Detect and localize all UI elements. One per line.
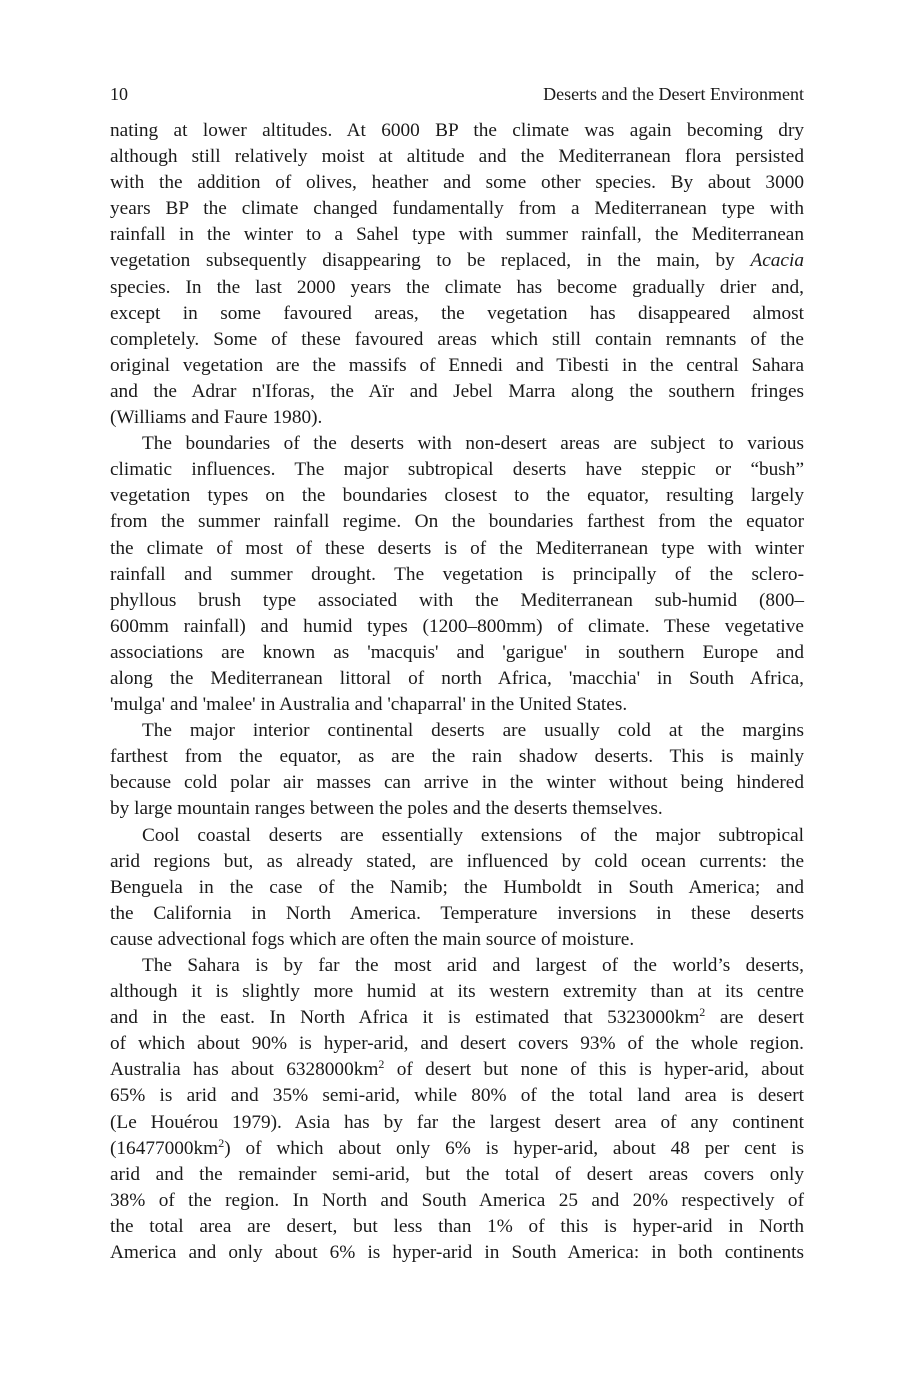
running-title: Deserts and the Desert Environment [543, 84, 804, 104]
text-line: arid and the remainder semi-arid, but the total of desert areas covers only [110, 1163, 804, 1185]
text-line: cause advectional fogs which are often the main source of moisture. [110, 928, 635, 950]
text-line: completely. Some of these favoured areas which still contain remnants of the [110, 328, 804, 350]
text-line: vegetation types on the boundaries closest to the equator, resulting largely [110, 485, 804, 507]
text-line: The Sahara is by far the most arid and largest of the world’s deserts, [142, 955, 804, 976]
text-line: (Williams and Faure 1980). [110, 407, 323, 429]
text-line: with the addition of olives, heather and some other species. By about 3000 [110, 172, 804, 194]
text-line: of which about 90% is hyper-arid, and desert covers 93% of the whole region. [110, 1033, 804, 1055]
text-line: The boundaries of the deserts with non-desert areas are subject to various [142, 433, 804, 455]
text-line: and the Adrar n'Iforas, the Aïr and Jebel Marra along the southern fringes [110, 380, 804, 402]
paragraph [110, 118, 804, 431]
text-line: associations are known as 'macquis' and 'garigue' in southern Europe and [110, 641, 804, 663]
text-line: phyllous brush type associated with the Mediterranean sub-humid (800– [110, 589, 804, 611]
page-header [110, 84, 804, 110]
paragraph [110, 953, 804, 1266]
text-line: 600mm rainfall) and humid types (1200–800mm) of climate. These vegetative [110, 615, 804, 637]
text-line: and in the east. In North Africa it is estimated that $5323000km^2$ are desert [110, 1005, 804, 1029]
text-line: (Le Houérou 1979). Asia has by far the largest desert area of any continent [110, 1111, 804, 1133]
text-line: Benguela in the case of the Namib; the Humboldt in South America; and [110, 876, 804, 898]
text-line: from the summer rainfall regime. On the boundaries farthest from the equator [110, 511, 804, 533]
body-text [110, 118, 804, 1266]
text-line: nating at lower altitudes. At 6000 BP the climate was again becoming dry [110, 120, 804, 141]
text-line: climatic influences. The major subtropical deserts have steppic or “bush” [110, 459, 804, 481]
paragraph [110, 823, 804, 953]
text-line: original vegetation are the massifs of Ennedi and Tibesti in the central Sahara [110, 354, 804, 376]
text-line: 65% is arid and 35% semi-arid, while 80% of the total land area is desert [110, 1085, 804, 1107]
page-number: 10 [110, 84, 128, 104]
text-line: vegetation subsequently disappearing to be replaced, in the main, by Acacia [110, 250, 804, 272]
text-line: The major interior continental deserts are usually cold at the margins [142, 720, 804, 742]
text-line: farthest from the equator, as are the rain shadow deserts. This is mainly [110, 746, 804, 768]
text-line: by large mountain ranges between the poles and the deserts themselves. [110, 798, 663, 820]
text-line: the California in North America. Temperature inversions in these deserts [110, 902, 804, 924]
text-line: the climate of most of these deserts is of the Mediterranean type with winter [110, 537, 804, 559]
text-line: although it is slightly more humid at its western extremity than at its centre [110, 981, 804, 1003]
text-line: except in some favoured areas, the vegetation has disappeared almost [110, 302, 804, 324]
text-line: the total area are desert, but less than 1% of this is hyper-arid in North [110, 1215, 804, 1237]
text-line: along the Mediterranean littoral of north Africa, 'macchia' in South Africa, [110, 667, 804, 689]
text-line: years BP the climate changed fundamentally from a Mediterranean type with [110, 198, 804, 220]
text-line: Australia has about $6328000km^2$ of desert but none of this is hyper-arid, about [110, 1057, 804, 1081]
paragraph [110, 431, 804, 718]
text-line: although still relatively moist at altitude and the Mediterranean flora persisted [110, 146, 804, 168]
text-line: because cold polar air masses can arrive in the winter without being hindered [110, 772, 804, 794]
text-line: 38% of the region. In North and South America 25 and 20% respectively of [110, 1189, 804, 1211]
text-line: 'mulga' and 'malee' in Australia and 'chaparral' in the United States. [110, 694, 628, 716]
text-line: Cool coastal deserts are essentially extensions of the major subtropical [142, 824, 804, 846]
paragraph [110, 718, 804, 822]
text-line: $(16477000km^2)$ of which about only 6% is hyper-arid, about 48 per cent is [110, 1135, 804, 1159]
text-line: America and only about 6% is hyper-arid in South America: in both continents [110, 1242, 804, 1264]
text-line: rainfall in the winter to a Sahel type with summer rainfall, the Mediterranean [110, 224, 804, 246]
text-line: rainfall and summer drought. The vegetation is principally of the sclero- [110, 563, 804, 585]
text-line: arid regions but, as already stated, are influenced by cold ocean currents: the [110, 850, 804, 872]
text-line: species. In the last 2000 years the climate has become gradually drier and, [110, 276, 804, 298]
